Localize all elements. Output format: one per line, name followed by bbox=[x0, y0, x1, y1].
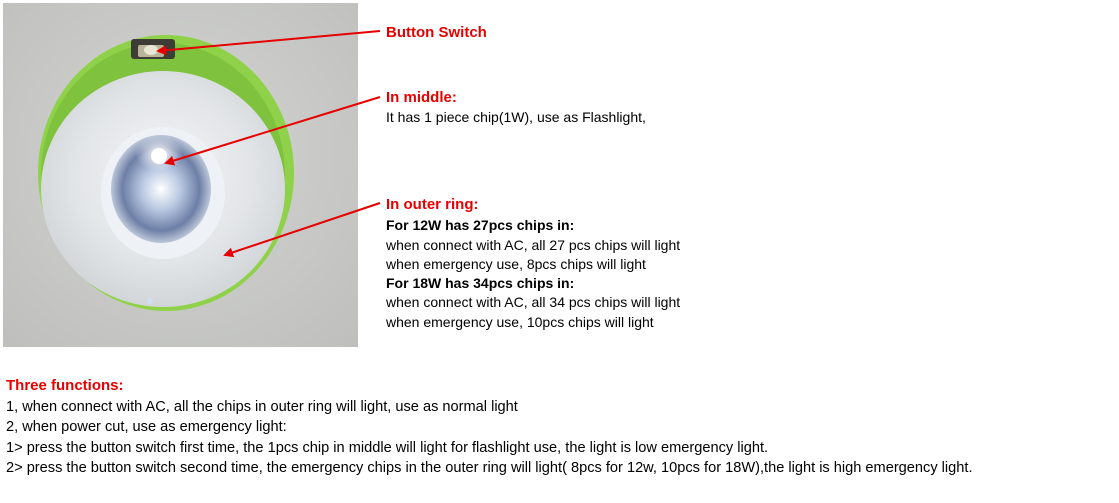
w18-line-1: when connect with AC, all 34 pcs chips will light bbox=[386, 294, 681, 310]
functions-title: Three functions: bbox=[6, 377, 124, 394]
outer-ring-title: In outer ring: bbox=[386, 196, 479, 213]
product-photo bbox=[3, 3, 358, 347]
w18-line-2: when emergency use, 10pcs chips will light bbox=[386, 314, 654, 330]
w18-title: For 18W has 34pcs chips in: bbox=[386, 275, 575, 291]
function-line: 2> press the button switch second time, the emergency chips in the outer ring will light( 8pcs for 12w, 10pcs for 18W),the light is high emergency light. bbox=[6, 460, 973, 476]
w12-line-1: when connect with AC, all 27 pcs chips will light bbox=[386, 237, 681, 253]
function-line: 2, when power cut, use as emergency light: bbox=[6, 419, 287, 435]
middle-description: It has 1 piece chip(1W), use as Flashlight, bbox=[386, 109, 646, 125]
function-line: 1, when connect with AC, all the chips in outer ring will light, use as normal light bbox=[6, 398, 518, 415]
w12-title: For 12W has 27pcs chips in: bbox=[386, 217, 575, 233]
w12-line-2: when emergency use, 8pcs chips will light bbox=[386, 256, 646, 272]
function-line: 1> press the button switch first time, the 1pcs chip in middle will light for flashlight use, the light is low emergency light. bbox=[6, 439, 769, 456]
functions-section bbox=[6, 376, 973, 479]
button-switch-label: Button Switch bbox=[386, 24, 487, 41]
middle-title: In middle: bbox=[386, 89, 457, 106]
lamp-illustration bbox=[3, 3, 358, 347]
